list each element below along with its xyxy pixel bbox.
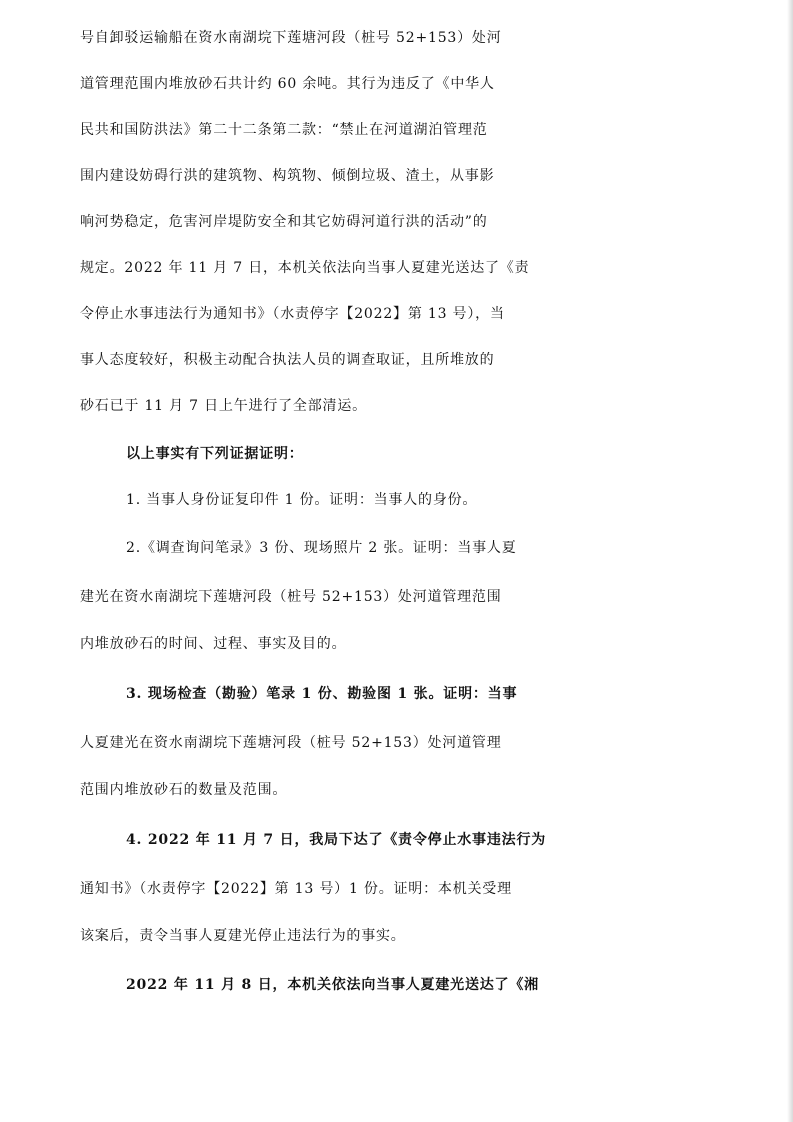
evidence-item-4-line: 该案后，责令当事人夏建光停止违法行为的事实。 (80, 928, 406, 944)
paragraph-line: 道管理范围内堆放砂石共计约 60 余吨。其行为违反了《中华人 (80, 76, 495, 92)
evidence-heading: 以上事实有下列证据证明： (126, 446, 304, 462)
paragraph-line: 民共和国防洪法》第二十二条第二款：“禁止在河道湖泊管理范 (80, 122, 488, 138)
paragraph-line: 令停止水事违法行为通知书》（水责停字【2022】第 13 号），当 (80, 306, 505, 322)
evidence-item-2-line: 建光在资水南湖垸下莲塘河段（桩号 52+153）处河道管理范围 (80, 589, 502, 605)
paragraph-line: 规定。2022 年 11 月 7 日，本机关依法向当事人夏建光送达了《责 (80, 260, 530, 276)
evidence-item-3-line: 范围内堆放砂石的数量及范围。 (80, 782, 288, 798)
paragraph-line: 砂石已于 11 月 7 日上午进行了全部清运。 (80, 398, 367, 414)
evidence-item-2-line: 内堆放砂石的时间、过程、事实及目的。 (80, 636, 347, 652)
evidence-item-2: 2.《调查询问笔录》3 份、现场照片 2 张。证明：当事人夏 (126, 540, 517, 556)
paragraph-line: 号自卸驳运输船在资水南湖垸下莲塘河段（桩号 52+153）处河 (80, 30, 502, 46)
scan-edge-shadow (787, 0, 793, 1122)
paragraph-line: 事人态度较好，积极主动配合执法人员的调查取证，且所堆放的 (80, 352, 495, 368)
evidence-item-4-line: 通知书》（水责停字【2022】第 13 号）1 份。证明：本机关受理 (80, 881, 512, 897)
paragraph-line: 响河势稳定，危害河岸堤防安全和其它妨碍河道行洪的活动”的 (80, 214, 488, 230)
paragraph-line: 围内建设妨碍行洪的建筑物、构筑物、倾倒垃圾、渣土，从事影 (80, 168, 495, 184)
evidence-item-3: 3. 现场检查（勘验）笔录 1 份、勘验图 1 张。证明：当事 (126, 686, 518, 702)
evidence-item-1: 1. 当事人身份证复印件 1 份。证明：当事人的身份。 (126, 492, 478, 508)
closing-paragraph: 2022 年 11 月 8 日，本机关依法向当事人夏建光送达了《湘 (126, 977, 539, 993)
evidence-item-3-line: 人夏建光在资水南湖垸下莲塘河段（桩号 52+153）处河道管理 (80, 735, 502, 751)
evidence-item-4: 4. 2022 年 11 月 7 日，我局下达了《责令停止水事违法行为 (126, 832, 547, 848)
